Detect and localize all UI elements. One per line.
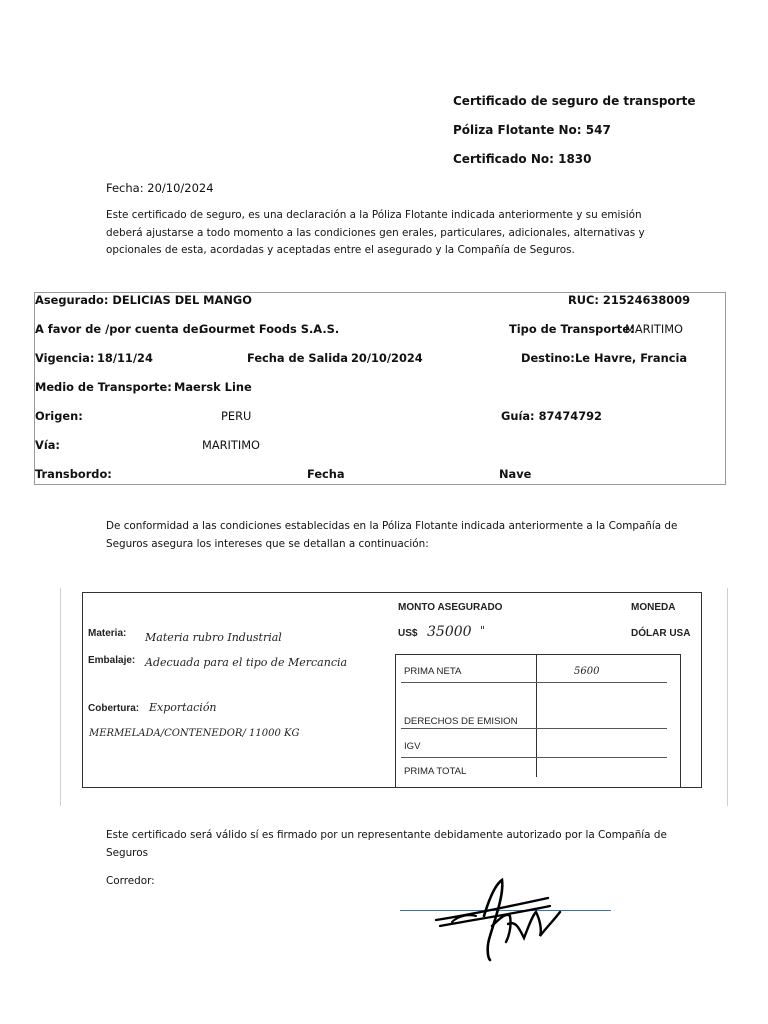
origen-label: Origen:	[35, 409, 83, 423]
conformity-line: Seguros asegura los intereses que se detallan a continuación:	[106, 537, 429, 550]
cobertura-value: Exportación	[149, 701, 217, 714]
ruc-field: RUC: 21524638009	[568, 293, 691, 307]
moneda-label: MONEDA	[631, 602, 676, 613]
insured-info-box	[34, 292, 726, 485]
prima-neta-value: 5600	[574, 666, 600, 677]
nave-label: Nave	[499, 467, 532, 481]
tipo-transporte-label: Tipo de Transporte:	[509, 322, 635, 336]
asegurado-field: Asegurado: DELICIAS DEL MANGO	[35, 293, 252, 307]
destino-label: Destino:	[521, 351, 575, 365]
intro-line: Este certificado de seguro, es una declaración a la Póliza Flotante indicada anteriormente y su emisión	[106, 209, 642, 221]
premium-box	[395, 654, 681, 788]
materia-label: Materia:	[88, 628, 127, 639]
a-favor-value: Gourmet Foods S.A.S.	[199, 322, 340, 336]
origen-value: PERU	[221, 409, 252, 423]
materia-value: Materia rubro Industrial	[145, 631, 282, 644]
intro-line: opcionales de esta, acordadas y aceptadas entre el asegurado y la Compañía de Seguros.	[106, 244, 575, 256]
handwritten-signature	[432, 876, 568, 964]
embalaje-label: Embalaje:	[88, 655, 136, 666]
premium-divider	[536, 655, 537, 777]
embalaje-value: Adecuada para el tipo de Mercancia	[145, 656, 348, 669]
row-asegurado	[35, 293, 725, 313]
conformity-line: De conformidad a las condiciones establecidas en la Póliza Flotante indicada anteriormente a la Compañía de	[106, 520, 678, 532]
scan-edge-left	[60, 588, 61, 806]
fecha-salida-label: Fecha de Salida	[247, 351, 348, 365]
document-title: Certificado de seguro de transporte	[453, 94, 696, 108]
medio-label: Medio de Transporte:	[35, 380, 172, 394]
guia-field: Guía: 87474792	[501, 409, 602, 423]
issue-date: Fecha: 20/10/2024	[106, 181, 214, 195]
currency-prefix: US$	[398, 628, 418, 639]
intro-paragraph	[106, 207, 645, 260]
via-label: Vía:	[35, 438, 60, 452]
moneda-value: DÓLAR USA	[631, 628, 691, 639]
destino-value: Le Havre, Francia	[575, 351, 688, 365]
validity-line: Este certificado será válido sí es firmado por un representante debidamente autorizado por la Compañía de	[106, 829, 667, 841]
intro-line: deberá ajustarse a todo momento a las condiciones gen erales, particulares, adicionales, alternativas y	[106, 226, 645, 239]
tipo-transporte-value: MARITIMO	[625, 322, 684, 336]
via-value: MARITIMO	[202, 438, 261, 452]
vigencia-value: 18/11/24	[97, 351, 153, 365]
fecha-salida-value: 20/10/2024	[351, 351, 423, 365]
row-vigencia	[35, 351, 725, 371]
row-medio	[35, 380, 725, 400]
certificate-number: Certificado No: 1830	[453, 152, 592, 166]
row-a-favor	[35, 322, 725, 342]
insured-amount: 35000	[427, 624, 472, 640]
row-via	[35, 438, 725, 458]
cobertura-label: Cobertura:	[88, 703, 140, 714]
insured-amount-mark: "	[480, 624, 486, 637]
validity-paragraph	[106, 827, 667, 862]
derechos-line	[401, 728, 667, 729]
derechos-emision-label: DERECHOS DE EMISION	[404, 716, 518, 727]
cargo-description: MERMELADA/CONTENEDOR/ 11000 KG	[89, 728, 300, 739]
monto-asegurado-label: MONTO ASEGURADO	[398, 602, 503, 613]
igv-line	[401, 757, 667, 758]
vigencia-label: Vigencia:	[35, 351, 95, 365]
conformity-paragraph	[106, 518, 677, 553]
row-transbordo	[35, 467, 725, 487]
fecha-label: Fecha	[307, 467, 345, 481]
prima-total-label: PRIMA TOTAL	[404, 766, 467, 777]
prima-neta-line	[401, 682, 667, 683]
prima-neta-label: PRIMA NETA	[404, 666, 462, 677]
igv-label: IGV	[404, 741, 421, 752]
scan-edge-right	[727, 588, 728, 806]
medio-value: Maersk Line	[174, 380, 252, 394]
policy-number: Póliza Flotante No: 547	[453, 123, 611, 137]
a-favor-label: A favor de /por cuenta de:	[35, 322, 204, 336]
transbordo-label: Transbordo:	[35, 467, 112, 481]
validity-line: Seguros	[106, 846, 148, 859]
broker-label: Corredor:	[106, 875, 155, 887]
row-origen	[35, 409, 725, 429]
